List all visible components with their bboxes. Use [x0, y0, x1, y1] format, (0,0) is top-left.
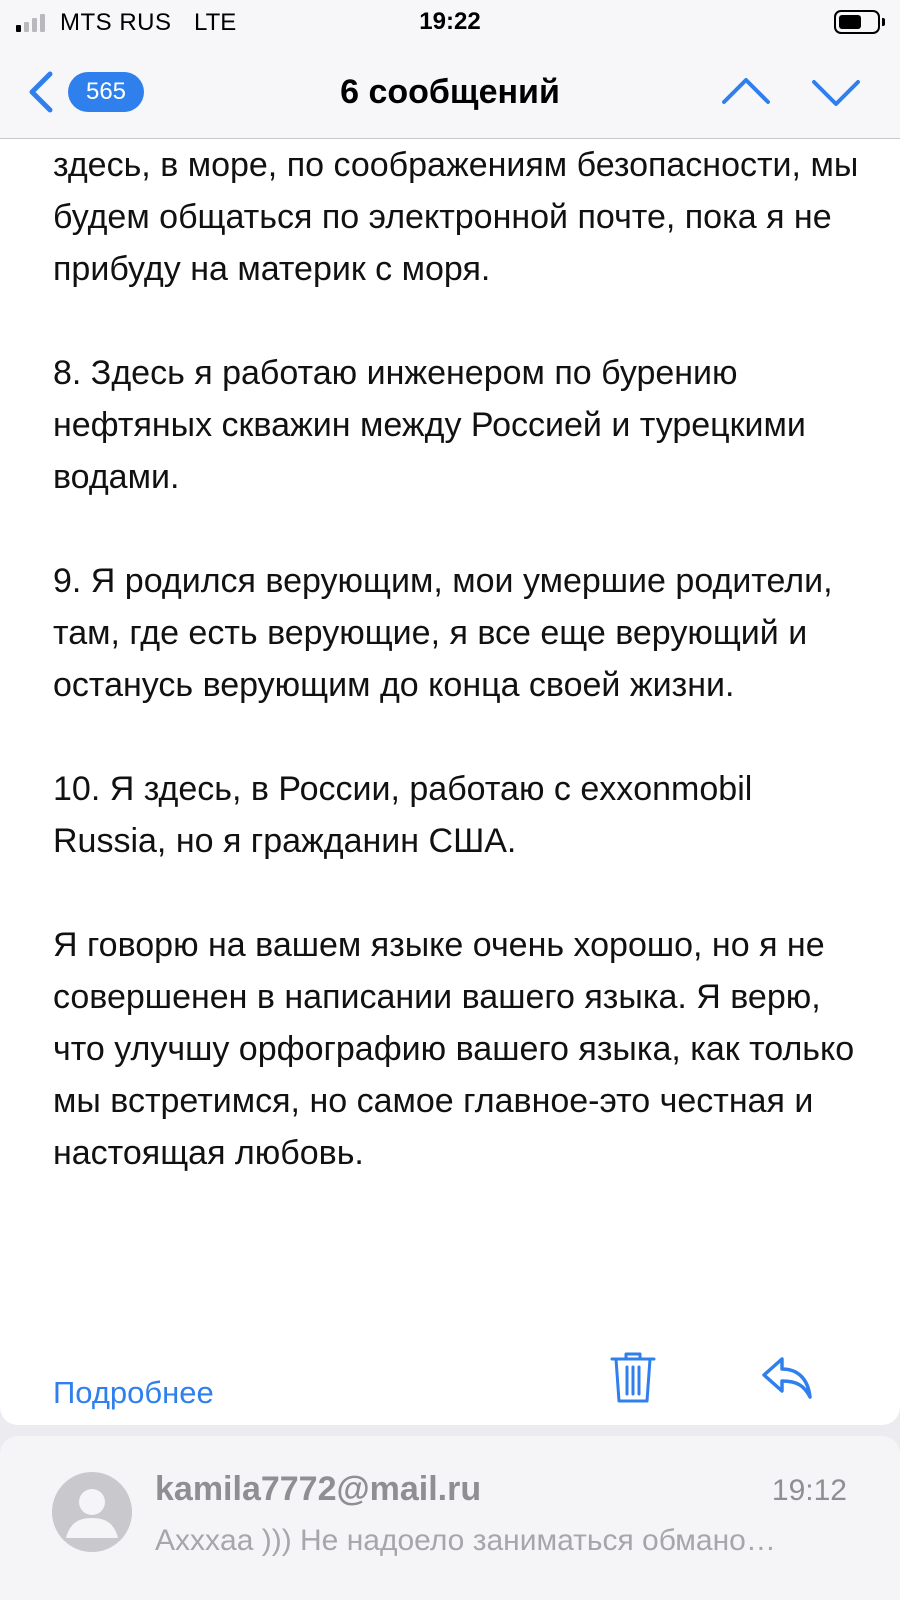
sender-email: kamila7772@mail.ru [155, 1470, 482, 1508]
more-details-link[interactable]: Подробнее [53, 1375, 214, 1410]
network-type: LTE [194, 9, 237, 36]
message-time: 19:12 [771, 1474, 847, 1507]
message-paragraph: 10. Я здесь, в России, работаю с exxonmobil Russia, но я гражданин США. [53, 770, 753, 860]
back-unread-count-badge[interactable]: 565 [68, 72, 144, 112]
status-bar [0, 0, 900, 46]
nav-bar [0, 46, 900, 139]
carrier-name: MTS RUS [60, 9, 172, 36]
battery-icon [834, 10, 880, 34]
message-paragraph: здесь, в море, по соображениям безопасности, мы будем общаться по электронной почте, пока я не прибуду на материк с моря. [53, 146, 859, 288]
next-message-preview[interactable] [0, 1436, 900, 1600]
status-time: 19:22 [419, 8, 481, 35]
person-icon [52, 1472, 132, 1552]
page-title: 6 сообщений [340, 73, 560, 111]
message-paragraph: 8. Здесь я работаю инженером по бурению нефтяных скважин между Россией и турецкими водами. [53, 354, 806, 496]
chevron-up-icon[interactable] [718, 70, 774, 114]
chevron-down-icon[interactable] [808, 70, 864, 114]
reply-icon[interactable] [760, 1353, 814, 1401]
message-preview-text: Аxxxаа ))) Не надоело заниматься обмано… [155, 1524, 776, 1557]
message-paragraph: 9. Я родился верующим, мои умершие родители, там, где есть верующие, я все еще верующий и останусь верующим до конца своей жизни. [53, 562, 833, 704]
message-card [0, 139, 900, 1425]
trash-icon[interactable] [608, 1349, 658, 1405]
message-paragraph: Я говорю на вашем языке очень хорошо, но я не совершенен в написании вашего языка. Я верю, что улучшу орфографию вашего языка, как только мы встретимся, но самое главное-это честная и настоящая любовь. [53, 926, 855, 1172]
message-body [53, 139, 873, 1179]
